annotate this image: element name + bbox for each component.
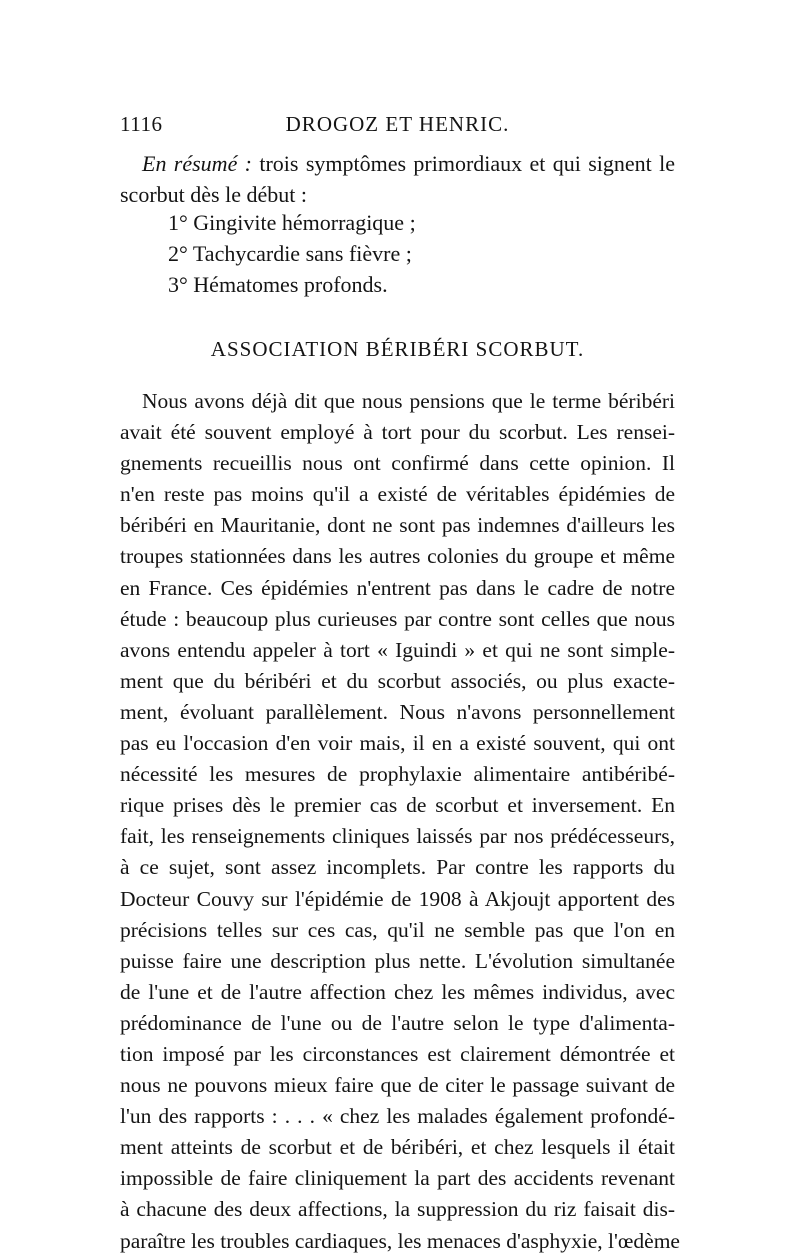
paragraph-line: béribéri en Mauritanie, dont ne sont pas indemnes d'ailleurs les: [120, 513, 675, 538]
paragraph-line: avait été souvent employé à tort pour du scorbut. Les rensei-: [120, 420, 675, 445]
list-item: 3° Hématomes profonds.: [168, 272, 388, 297]
summary-lead: En résumé :: [142, 151, 253, 176]
paragraph-line: étude : beaucoup plus curieuses par contre sont celles que nous: [120, 606, 675, 631]
paragraph-line: rique prises dès le premier cas de scorbut et inversement. En: [120, 793, 675, 818]
paragraph-line: prédominance de l'une ou de l'autre selon le type d'alimenta-: [120, 1010, 675, 1035]
summary-body: trois symptômes primordiaux et qui signent le scorbut dès le début :: [120, 151, 675, 207]
paragraph-line: ment, évoluant parallèlement. Nous n'avons personnellement: [120, 699, 675, 724]
paragraph-line: n'en reste pas moins qu'il a existé de véritables épidémies de: [120, 482, 675, 507]
paragraph-line: l'un des rapports : . . . « chez les malades également profondé-: [120, 1104, 675, 1129]
page-header: [120, 112, 675, 152]
paragraph-line: précisions telles sur ces cas, qu'il ne semble pas que l'on en: [120, 917, 675, 942]
section-heading: ASSOCIATION BÉRIBÉRI SCORBUT.: [210, 337, 585, 361]
body-paragraph: [120, 386, 680, 1257]
symptom-list: [168, 207, 648, 300]
paragraph-line: tion imposé par les circonstances est clairement démontrée et: [120, 1041, 675, 1066]
running-head: DROGOZ ET HENRIC.: [285, 112, 510, 136]
paragraph-line: avons entendu appeler à tort « Iguindi » et qui ne sont simple-: [120, 637, 675, 662]
paragraph-line: Nous avons déjà dit que nous pensions que le terme béribéri: [142, 389, 675, 413]
page-number: 1116: [120, 112, 163, 136]
summary-text: [120, 148, 675, 210]
paragraph-line: en France. Ces épidémies n'entrent pas dans le cadre de notre: [120, 575, 675, 600]
paragraph-line: impossible de faire cliniquement la part des accidents revenant: [120, 1166, 675, 1191]
summary-paragraph: [120, 148, 675, 210]
list-item: 1° Gingivite hémorragique ;: [168, 210, 416, 235]
paragraph-line: ment atteints de scorbut et de béribéri, et chez lesquels il était: [120, 1135, 675, 1160]
paragraph-line: à ce sujet, sont assez incomplets. Par contre les rapports du: [120, 855, 675, 880]
paragraph-line: puisse faire une description plus nette. L'évolution simultanée: [120, 948, 675, 973]
paragraph-line: pas eu l'occasion d'en voir mais, il en a existé souvent, qui ont: [120, 731, 675, 756]
paragraph-line: fait, les renseignements cliniques laissés par nos prédécesseurs,: [120, 824, 675, 849]
list-item: 2° Tachycardie sans fièvre ;: [168, 241, 412, 266]
paragraph-line: nécessité les mesures de prophylaxie alimentaire antibéribé-: [120, 762, 675, 787]
paragraph-line: ment que du béribéri et du scorbut associés, ou plus exacte-: [120, 668, 675, 693]
paragraph-line: de l'une et de l'autre affection chez les mêmes individus, avec: [120, 979, 675, 1004]
paragraph-line: troupes stationnées dans les autres colonies du groupe et même: [120, 544, 675, 569]
paragraph-line: paraître les troubles cardiaques, les menaces d'asphyxie, l'œdème: [120, 1228, 680, 1253]
paragraph-line: gnements recueillis nous ont confirmé dans cette opinion. Il: [120, 451, 675, 476]
paragraph-line: nous ne pouvons mieux faire que de citer le passage suivant de: [120, 1073, 675, 1098]
paragraph-line: Docteur Couvy sur l'épidémie de 1908 à Akjoujt apportent des: [120, 886, 675, 911]
paragraph-line: à chacune des deux affections, la suppression du riz faisait dis-: [120, 1197, 675, 1222]
